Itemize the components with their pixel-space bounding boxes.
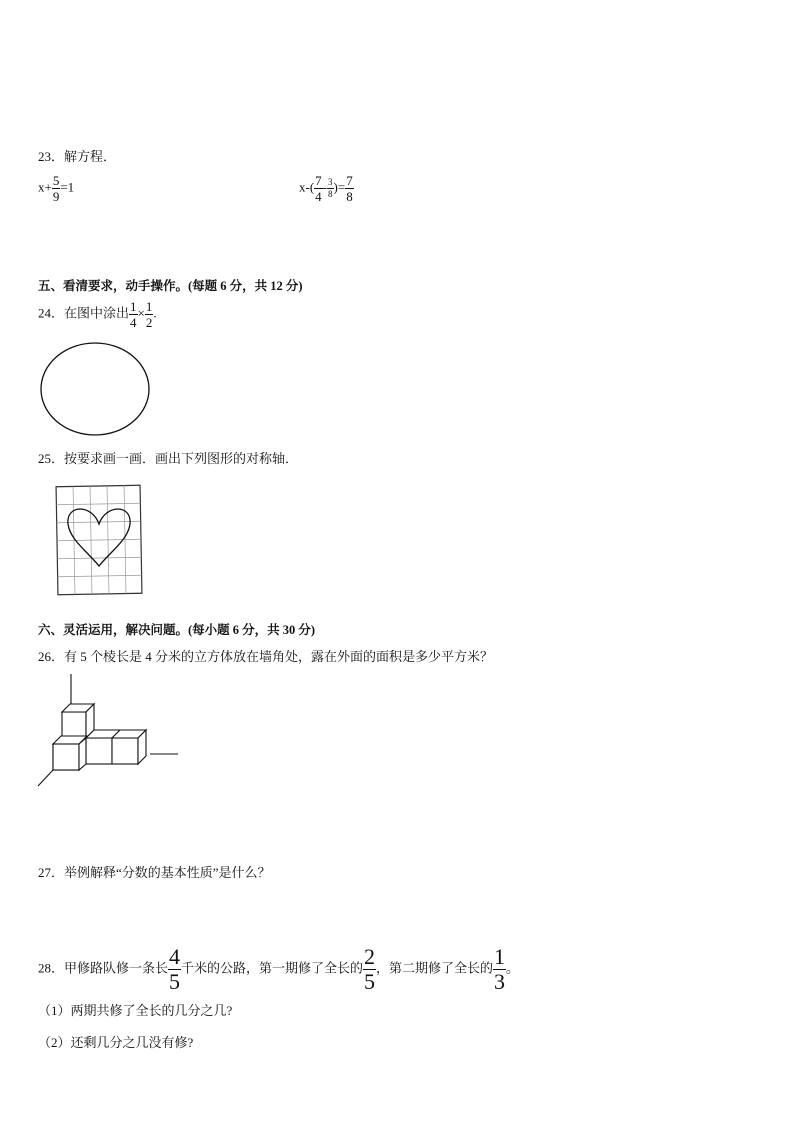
question-28-part3: ，第二期修了全长的	[376, 960, 494, 976]
section-6-title: 六、灵活运用，解决问题。(每小题 6 分，共 30 分)	[38, 623, 316, 637]
question-28-part1: 28．甲修路队修一条长	[38, 960, 169, 976]
question-24-prefix: 24．在图中涂出	[38, 305, 130, 321]
fraction-2-5: $\frac{2}{5}$	[364, 944, 376, 994]
question-28-label	[38, 946, 519, 993]
equation-1-suffix: =1	[60, 179, 75, 195]
fraction-1-2: $\frac{1}{2}$	[145, 299, 153, 330]
question-28-part2: 千米的公路，第一期修了全长的	[181, 960, 364, 976]
question-28-sub2: （2）还剩几分之几没有修?	[38, 1035, 194, 1050]
fraction-3-8: $\frac{3}{8}$	[328, 177, 333, 199]
question-24-label	[38, 300, 157, 329]
fraction-7-8: $\frac{7}{8}$	[346, 173, 353, 204]
cubes-corner-figure	[36, 674, 186, 792]
fraction-7-4: $\frac{7}{4}$	[315, 173, 322, 204]
fraction-1-4: $\frac{1}{4}$	[130, 299, 137, 330]
equation-2-prefix: x-(	[299, 179, 315, 195]
equation-1	[38, 174, 74, 203]
circle-figure	[40, 342, 152, 438]
times-sign: ×	[137, 305, 145, 321]
equation-2	[299, 174, 354, 203]
fraction-1-3: $\frac{1}{3}$	[494, 944, 506, 994]
fraction-5-9: $\frac{5}{9}$	[52, 173, 60, 204]
question-23-label: 23．解方程．	[38, 149, 117, 164]
equation-1-prefix: x+	[38, 179, 52, 195]
equation-2-close: )=	[333, 179, 346, 195]
question-28-part4: 。	[506, 960, 520, 976]
question-28-sub1: （1）两期共修了全长的几分之几?	[38, 1003, 233, 1018]
fraction-4-5: $\frac{4}{5}$	[169, 944, 181, 994]
question-24-suffix: .	[153, 305, 157, 321]
section-5-title: 五、看清要求，动手操作。(每题 6 分，共 12 分)	[38, 279, 303, 293]
question-26-label: 26．有 5 个棱长是 4 分米的立方体放在墙角处，露在外面的面积是多少平方米？	[38, 649, 494, 664]
minus-sign: -	[322, 179, 328, 195]
question-27-label: 27．举例解释“分数的基本性质”是什么？	[38, 865, 271, 880]
question-25-label: 25．按要求画一画．画出下列图形的对称轴．	[38, 451, 299, 466]
heart-grid-figure	[56, 484, 144, 596]
